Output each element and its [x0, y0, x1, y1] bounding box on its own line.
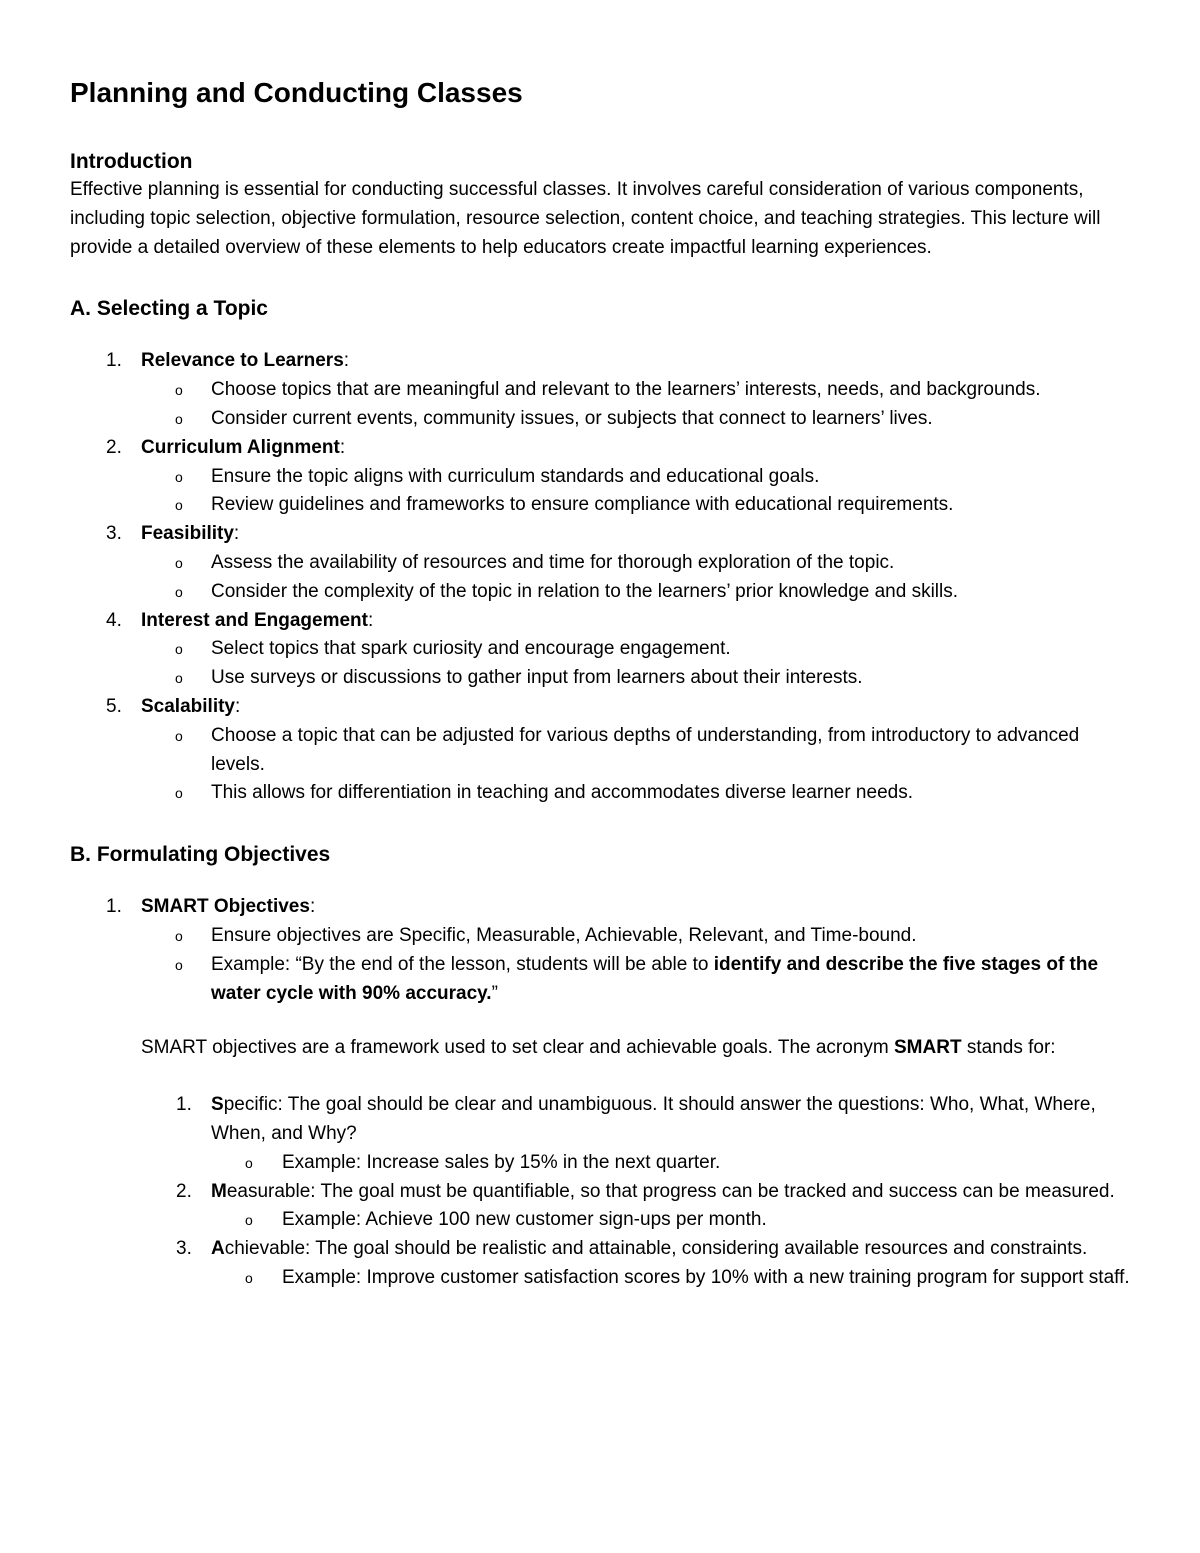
item-colon: : — [368, 609, 374, 631]
sub-item-text: Choose topics that are meaningful and relevant to the learners’ interests, needs, and backgrounds. — [211, 379, 1041, 401]
list-item — [70, 347, 1132, 433]
list-number: 3. — [176, 1238, 192, 1260]
sub-item — [141, 491, 1132, 520]
list-item — [70, 434, 1132, 520]
sub-item-text: Select topics that spark curiosity and encourage engagement. — [211, 638, 731, 660]
smart-item-text: chievable: The goal should be realistic and attainable, considering available resources and constraints. — [224, 1238, 1088, 1260]
list-number: 4. — [106, 609, 122, 631]
sub-item-text: Example: Achieve 100 new customer sign-ups per month. — [282, 1209, 767, 1231]
sub-list — [141, 549, 1132, 607]
item-title: Feasibility — [141, 523, 234, 545]
bullet-icon: o — [245, 1212, 253, 1229]
sub-item-text: Consider current events, community issues, or subjects that connect to learners’ lives. — [211, 407, 933, 429]
smart-letter: S — [211, 1094, 224, 1116]
sub-item-text: Ensure objectives are Specific, Measurable, Achievable, Relevant, and Time-bound. — [211, 924, 917, 946]
item-title: Scalability — [141, 695, 235, 717]
section-b-heading: B. Formulating Objectives — [70, 843, 331, 867]
sub-item — [141, 922, 1132, 951]
sub-list — [211, 1264, 1132, 1293]
sub-item — [141, 951, 1132, 1009]
list-item — [70, 607, 1132, 693]
bullet-icon: o — [175, 927, 183, 944]
bullet-icon: o — [175, 583, 183, 600]
smart-letter: M — [211, 1180, 227, 1202]
item-colon: : — [339, 436, 346, 458]
sub-item-text: Assess the availability of resources and time for thorough exploration of the topic. — [211, 551, 895, 573]
sub-list — [141, 376, 1132, 434]
item-colon: : — [235, 695, 241, 717]
sub-item-text: Example: Increase sales by 15% in the next quarter. — [282, 1151, 721, 1173]
smart-item-text: pecific: The goal should be clear and unambiguous. It should answer the questions: Who, What, Where, When, and Why? — [211, 1094, 1096, 1144]
example-suffix: ” — [491, 982, 498, 1004]
list-number: 2. — [176, 1180, 192, 1202]
smart-acronym: SMART — [894, 1037, 962, 1059]
list-item — [70, 1235, 1132, 1293]
sub-item-text: Choose a topic that can be adjusted for various depths of understanding, from introductory to advanced levels. — [211, 724, 1080, 775]
list-number: 5. — [106, 695, 122, 717]
sub-item — [141, 664, 1132, 693]
bullet-icon: o — [175, 956, 183, 973]
sub-item-text: Example: Improve customer satisfaction scores by 10% with a new training program for support staff. — [282, 1266, 1130, 1288]
item-colon: : — [343, 350, 350, 372]
sub-list — [141, 722, 1132, 808]
list-item — [70, 520, 1132, 606]
bullet-icon: o — [245, 1269, 253, 1286]
list-number: 3. — [106, 523, 122, 545]
smart-list — [70, 1091, 1132, 1293]
sub-list — [141, 635, 1132, 693]
item-title: Interest and Engagement — [141, 609, 368, 631]
smart-item-text: easurable: The goal must be quantifiable, so that progress can be tracked and success can be measured. — [226, 1180, 1115, 1202]
bullet-icon: o — [175, 497, 183, 514]
example-bold: identify and describe the five stages of the water cycle with 90% accuracy. — [211, 953, 1099, 1004]
item-colon: : — [309, 896, 316, 918]
section-a-list — [70, 347, 1132, 808]
sub-item — [141, 405, 1132, 434]
sub-item-text: Review guidelines and frameworks to ensure compliance with educational requirements. — [211, 494, 954, 516]
sub-item — [211, 1264, 1132, 1293]
sub-list — [211, 1149, 1132, 1178]
sub-item-text: Ensure the topic aligns with curriculum standards and educational goals. — [211, 465, 820, 487]
sub-item — [211, 1206, 1132, 1235]
list-item — [70, 893, 1132, 1008]
list-item — [70, 693, 1132, 808]
section-a-heading: A. Selecting a Topic — [70, 297, 268, 321]
item-colon: : — [233, 523, 240, 545]
sub-item-text: This allows for differentiation in teaching and accommodates diverse learner needs. — [211, 782, 913, 804]
sub-item-text: Consider the complexity of the topic in relation to the learners’ prior knowledge and skills. — [211, 580, 959, 602]
sub-item — [141, 635, 1132, 664]
bullet-icon: o — [175, 468, 183, 485]
smart-para-suffix: stands for: — [961, 1037, 1056, 1059]
sub-item — [141, 779, 1132, 808]
sub-item-text: Use surveys or discussions to gather input from learners about their interests. — [211, 667, 863, 689]
bullet-icon: o — [175, 554, 183, 571]
list-number: 1. — [106, 350, 122, 372]
bullet-icon: o — [175, 382, 183, 399]
sub-item — [211, 1149, 1132, 1178]
intro-paragraph: Effective planning is essential for conducting successful classes. It involves careful consideration of various components, including topic selection, objective formulation, resource selection, content choice, and teaching strategies. This lecture will provide a detailed overview of these elements to help educators create impactful learning experiences. — [70, 179, 1101, 258]
bullet-icon: o — [175, 670, 183, 687]
sub-list — [211, 1206, 1132, 1235]
list-item — [70, 1178, 1132, 1236]
bullet-icon: o — [245, 1154, 253, 1171]
sub-item — [141, 463, 1132, 492]
page-title: Planning and Conducting Classes — [70, 77, 523, 108]
sub-item — [141, 376, 1132, 405]
bullet-icon: o — [175, 785, 183, 802]
list-number: 1. — [176, 1094, 192, 1116]
sub-item — [141, 578, 1132, 607]
sub-list — [141, 463, 1132, 521]
list-item — [70, 1091, 1132, 1177]
list-number: 2. — [106, 436, 122, 458]
sub-item — [141, 722, 1132, 780]
smart-para-prefix: SMART objectives are a framework used to set clear and achievable goals. The acronym — [141, 1037, 894, 1059]
item-title: Curriculum Alignment — [141, 436, 340, 458]
document-body — [70, 148, 1132, 1293]
smart-paragraph — [70, 1034, 1132, 1063]
list-number: 1. — [106, 896, 122, 918]
item-title: SMART Objectives — [141, 896, 310, 918]
item-title: Relevance to Learners — [141, 350, 344, 372]
example-prefix: Example: “By the end of the lesson, students will be able to — [211, 953, 714, 975]
bullet-icon: o — [175, 410, 183, 427]
smart-letter: A — [211, 1238, 225, 1260]
intro-heading: Introduction — [70, 150, 193, 173]
bullet-icon: o — [175, 727, 183, 744]
sub-list — [141, 922, 1132, 1008]
section-b-list — [70, 893, 1132, 1008]
sub-item — [141, 549, 1132, 578]
bullet-icon: o — [175, 641, 183, 658]
